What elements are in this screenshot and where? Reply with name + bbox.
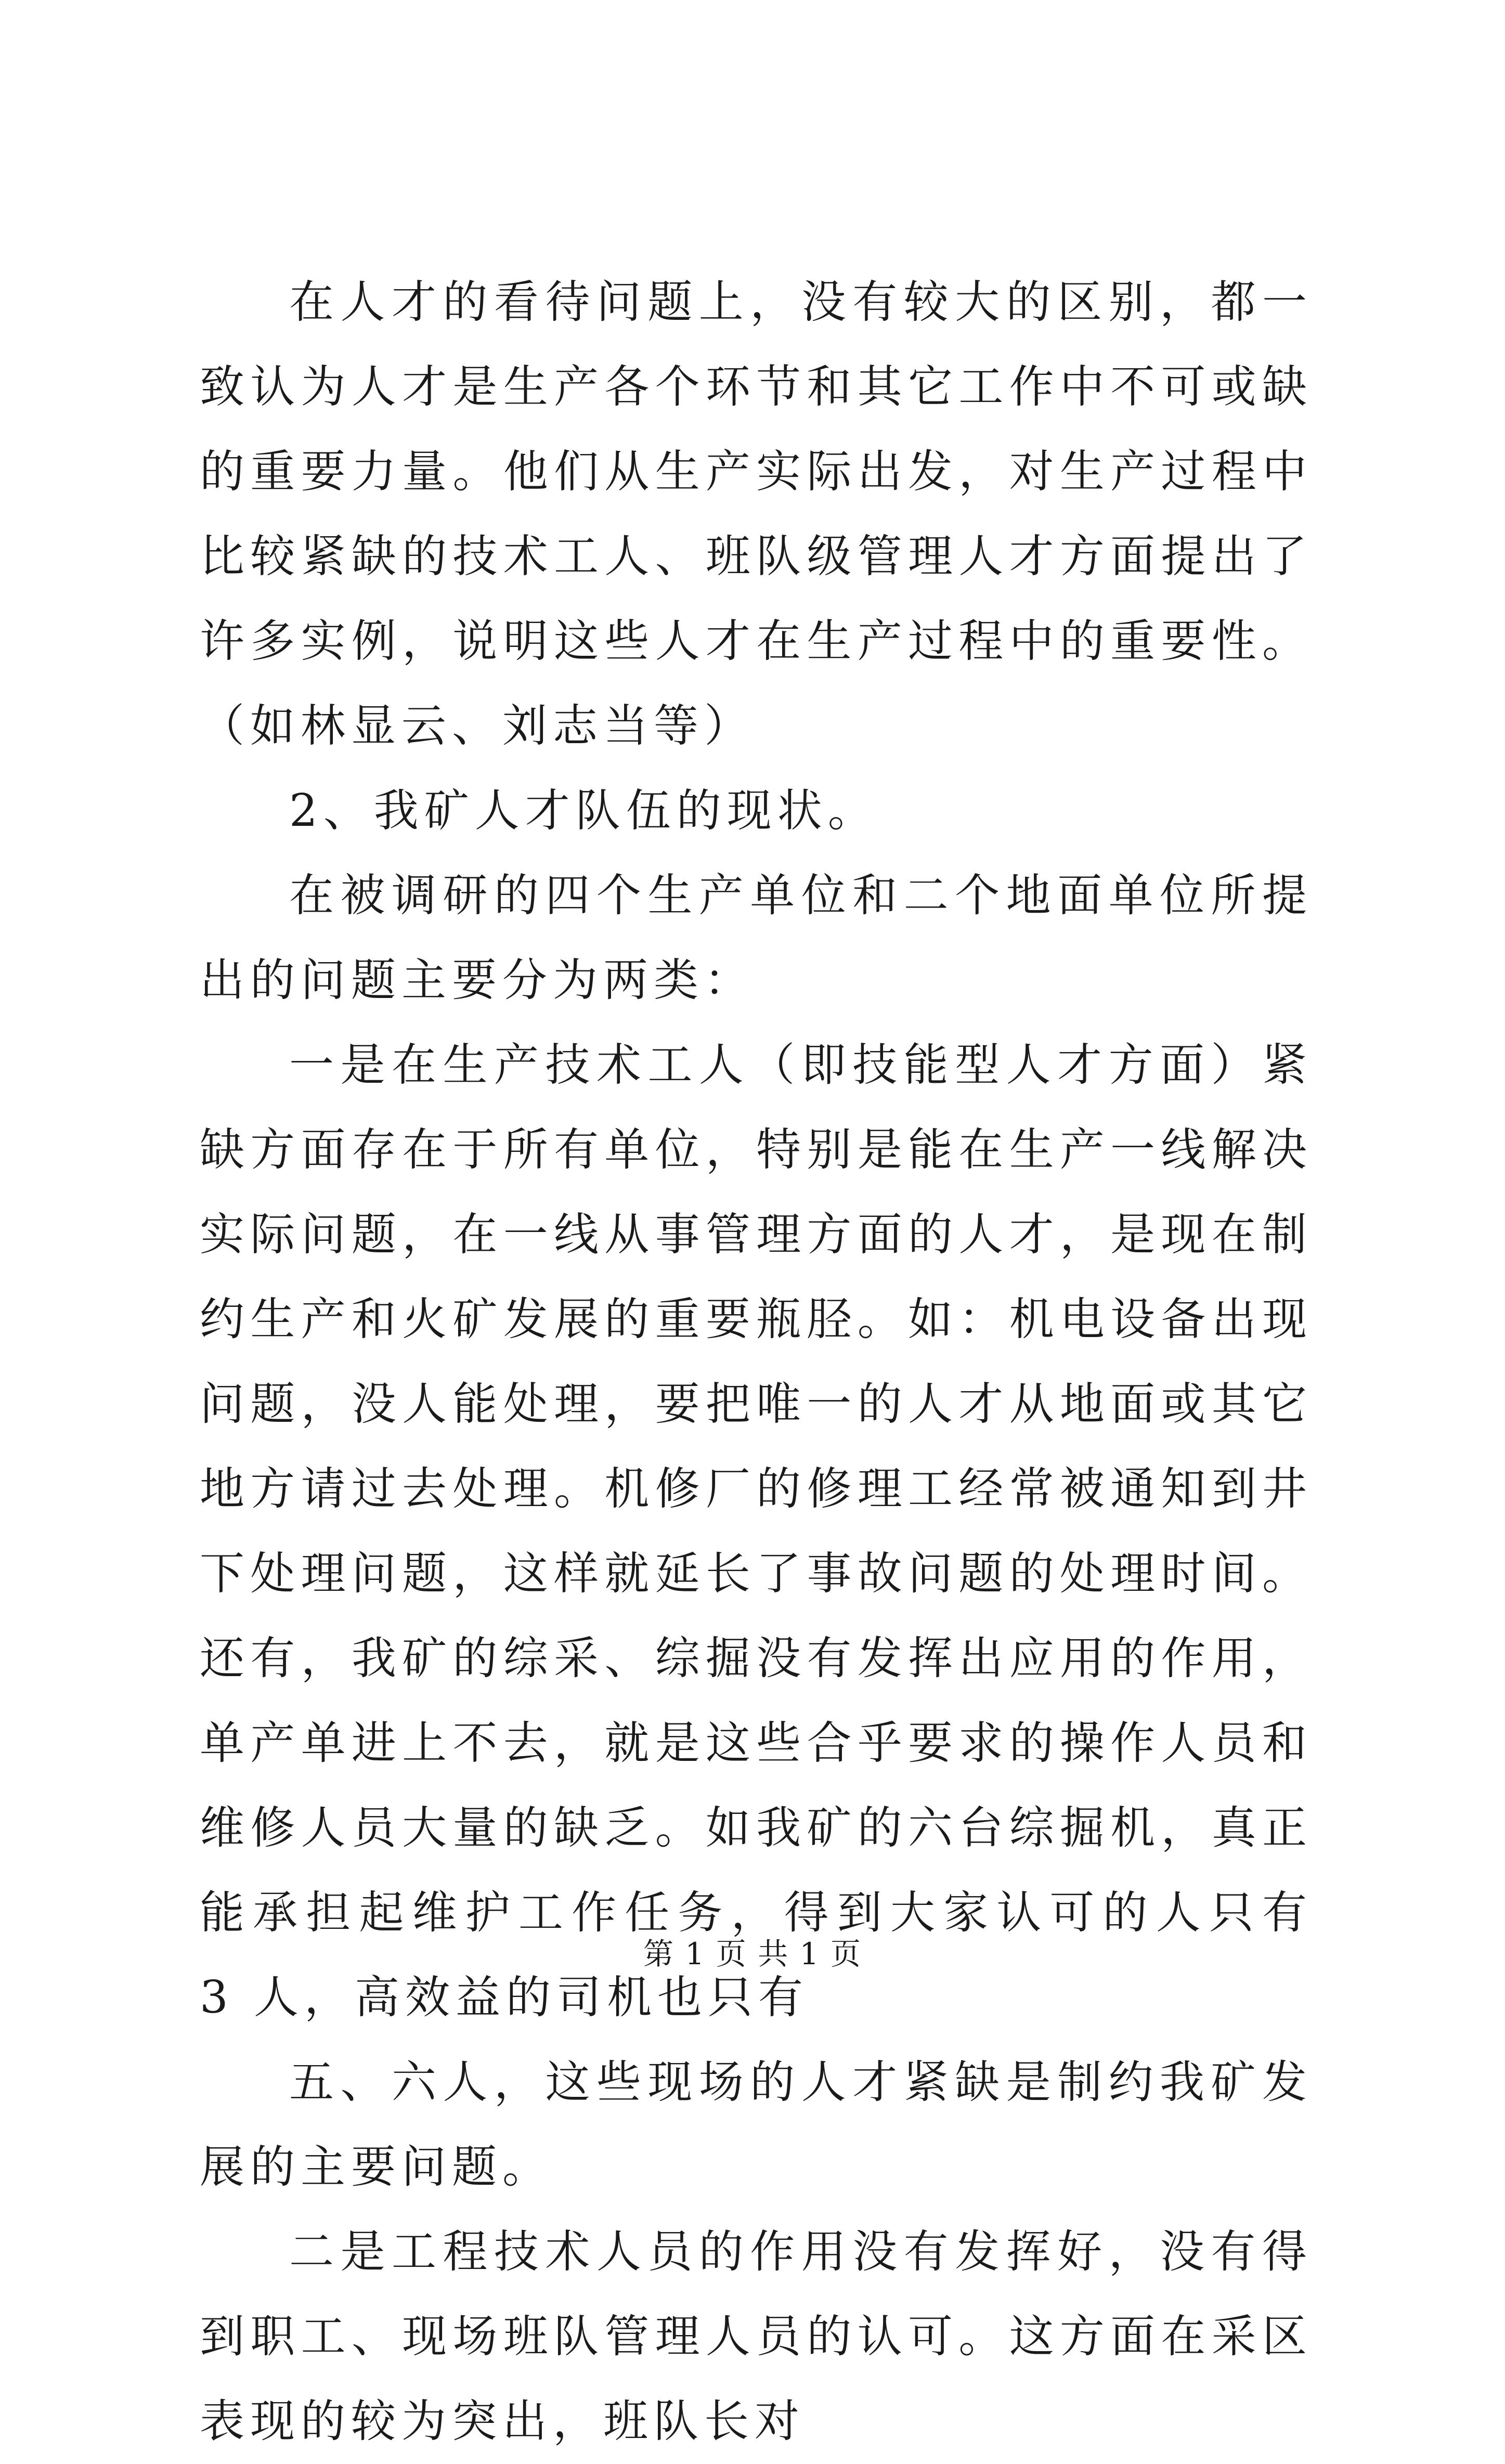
paragraph-problem-one: 一是在生产技术工人（即技能型人才方面）紧缺方面存在于所有单位，特别是能在生产一线解决实际问题，在一线从事管理方面的人才，是现在制约生产和火矿发展的重要瓶胫。如：机电设备出现问题，没人能处理，要把唯一的人才从地面或其它地方请过去处理。机修厂的修理工经常被通知到井下处理问题，这样就延长了事故问题的处理时间。还有，我矿的综采、综掘没有发挥出应用的作用，单产单进上不去，就是这些合乎要求的操作人员和维修人员大量的缺乏。如我矿的六台综掘机，真正能承担起维护工作任务，得到大家认可的人只有 3 人，高效益的司机也只有: [200, 1039, 1313, 2024]
page-footer: 第 1 页 共 1 页: [643, 1936, 862, 1972]
paragraph-talent-view: 在人才的看待问题上，没有较大的区别，都一致认为人才是生产各个环节和其它工作中不可或缺的重要力量。他们从生产实际出发，对生产过程中比较紧缺的技术工人、班队级管理人才方面提出了许多实例，说明这些人才在生产过程中的重要性。（如林显云、刘志当等）: [200, 276, 1313, 752]
paragraph-problem-two: 二是工程技术人员的作用没有发挥好，没有得到职工、现场班队管理人员的认可。这方面在采区表现的较为突出，班队长对: [200, 2226, 1313, 2447]
paragraph-section-heading: 2、我矿人才队伍的现状。: [289, 785, 878, 837]
document-body: [200, 260, 1313, 2464]
paragraph-survey-intro: 在被调研的四个生产单位和二个地面单位所提出的问题主要分为两类：: [200, 870, 1313, 1006]
paragraph-problem-one-continued: 五、六人，这些现场的人才紧缺是制约我矿发展的主要问题。: [200, 2056, 1313, 2193]
